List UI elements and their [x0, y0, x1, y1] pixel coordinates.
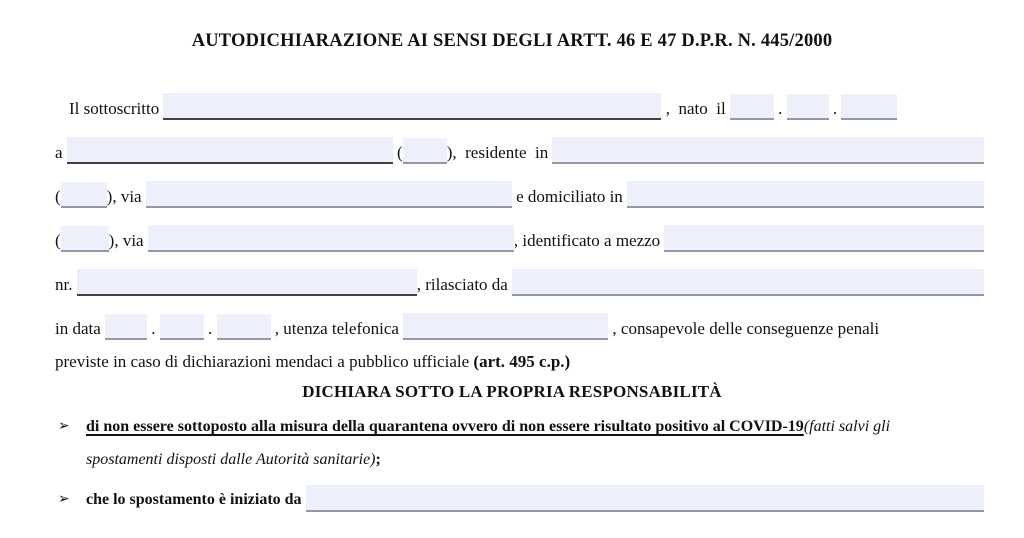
label-nr: nr. — [55, 275, 77, 294]
label-via-2: ), via — [108, 231, 148, 250]
field-data-rilascio-anno[interactable] — [217, 314, 271, 340]
label-art-495: (art. 495 c.p.) — [473, 352, 571, 371]
field-data-rilascio-mese[interactable] — [160, 314, 204, 340]
label-il-sottoscritto: Il sottoscritto — [69, 99, 164, 118]
field-numero-documento[interactable] — [77, 269, 417, 296]
form-line-7 — [0, 340, 1024, 373]
field-via-residenza[interactable] — [146, 181, 512, 208]
declaration-item-2-line — [86, 485, 984, 512]
label-rilasciato-da: , rilasciato da — [416, 275, 513, 294]
arrow-bullet-icon: ➢ — [58, 419, 70, 434]
field-nato-mese[interactable] — [787, 94, 829, 120]
form-line-6 — [55, 296, 984, 340]
quarantena-note-italic: (fatti salvi gli spostamenti disposti dalle Autorità sanitarie) — [86, 418, 891, 468]
form-line-3 — [55, 164, 984, 208]
declaration-item-spostamento — [58, 485, 984, 514]
field-comune-residenza[interactable] — [552, 137, 984, 164]
field-nome-cognome[interactable] — [163, 93, 661, 120]
field-luogo-nascita[interactable] — [67, 137, 393, 164]
label-nato-il: , nato il — [661, 99, 730, 118]
field-telefono[interactable] — [403, 313, 608, 340]
field-via-domicilio[interactable] — [148, 225, 514, 252]
quarantena-statement: di non essere sottoposto alla misura della quarantena ovvero di non essere risultato positivo al COVID-19 — [86, 418, 804, 435]
form-title: AUTODICHIARAZIONE AI SENSI DEGLI ARTT. 46 E 47 D.P.R. N. 445/2000 — [191, 31, 833, 51]
label-paren-open-1: ( — [392, 143, 403, 162]
field-nato-anno[interactable] — [841, 94, 897, 120]
label-paren-open-2: ( — [55, 187, 61, 206]
declaration-list — [0, 402, 1024, 514]
field-data-rilascio-giorno[interactable] — [105, 314, 147, 340]
declaration-item-1-text — [86, 410, 958, 476]
form-line-1 — [55, 76, 984, 120]
quarantena-semicolon: ; — [375, 451, 381, 468]
field-spostamento-da[interactable] — [306, 485, 984, 512]
label-paren-open-3: ( — [55, 231, 61, 250]
field-comune-domicilio[interactable] — [627, 181, 984, 208]
label-residente-in: ), residente in — [446, 143, 553, 162]
field-tipo-documento[interactable] — [664, 225, 984, 252]
label-via-1: ), via — [106, 187, 146, 206]
field-provincia-residenza[interactable] — [61, 182, 107, 208]
label-dot-4: . — [203, 319, 217, 338]
form-line-5 — [55, 252, 984, 296]
form-line-2 — [55, 120, 984, 164]
field-rilasciato-da[interactable] — [512, 269, 984, 296]
label-domiciliato-in: e domiciliato in — [511, 187, 628, 206]
label-in-data: in data — [55, 319, 106, 338]
arrow-bullet-icon: ➢ — [58, 492, 70, 507]
label-identificato-a-mezzo: , identificato a mezzo — [513, 231, 665, 250]
field-nato-giorno[interactable] — [730, 94, 774, 120]
label-a: a — [55, 143, 67, 162]
label-consapevole: , consapevole delle conseguenze penali — [608, 319, 880, 338]
label-previste: previste in caso di dichiarazioni mendaci a pubblico ufficiale — [55, 352, 474, 371]
label-utenza-telefonica: , utenza telefonica — [270, 319, 404, 338]
field-provincia-nascita[interactable] — [403, 138, 447, 164]
label-dot-2: . — [828, 99, 842, 118]
declaration-heading: DICHIARA SOTTO LA PROPRIA RESPONSABILITÀ — [302, 382, 722, 401]
field-provincia-domicilio[interactable] — [61, 226, 109, 252]
label-dot-3: . — [147, 319, 160, 338]
declaration-item-quarantena — [58, 410, 984, 476]
form-line-4 — [55, 208, 984, 252]
label-spostamento-iniziato: che lo spostamento è iniziato da — [86, 491, 306, 508]
label-dot-1: . — [773, 99, 787, 118]
form-body — [0, 76, 1024, 340]
